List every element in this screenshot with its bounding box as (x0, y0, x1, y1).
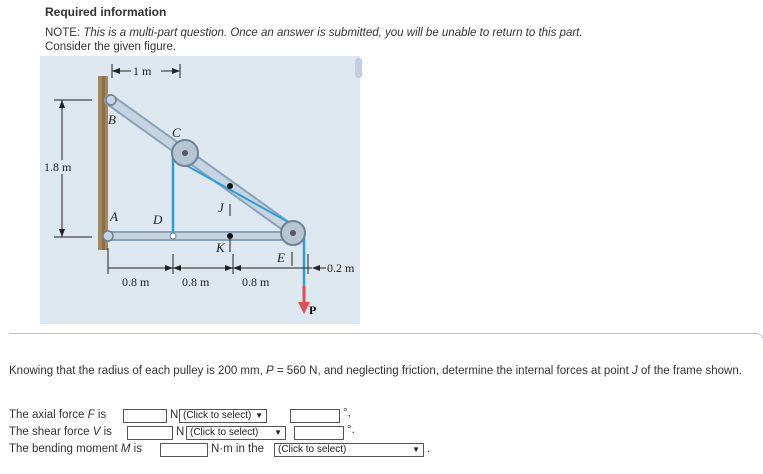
chevron-down-icon: ▼ (274, 428, 282, 437)
dimension-0-8-second: 0.8 m (182, 275, 210, 289)
pin-a (103, 231, 113, 241)
label-e: E (277, 250, 285, 265)
dimension-0-2: 0.2 m (327, 261, 355, 275)
shear-direction-select[interactable]: (Click to select) ▼ (186, 426, 286, 440)
shear-degree-symbol: °. (347, 424, 355, 436)
question-text: Knowing that the radius of each pulley is 200 mm, P = 560 N, and neglecting friction, determine the internal forces at point J of the frame shown. (9, 365, 742, 377)
note-prefix: NOTE: (45, 27, 81, 39)
pin-d (170, 233, 176, 239)
bending-direction-select[interactable]: (Click to select) ▼ (274, 443, 424, 457)
point-j (227, 183, 233, 189)
label-j: J (218, 200, 224, 215)
label-a: A (110, 209, 118, 224)
top-dimension-label: 1 m (133, 64, 152, 78)
axial-force-unit: N (170, 409, 179, 421)
axial-degree-symbol: °, (343, 407, 351, 419)
consider-figure-text: Consider the given figure. (45, 41, 177, 53)
shear-force-unit: N (176, 426, 185, 438)
frame-figure (40, 56, 360, 324)
bending-moment-label: The bending moment M is (9, 443, 142, 455)
shear-force-label: The shear force V is (9, 426, 112, 438)
label-c: C (172, 125, 181, 140)
pin-b (106, 95, 116, 105)
shear-angle-input[interactable] (294, 426, 344, 440)
axial-direction-select[interactable]: (Click to select) ▼ (179, 409, 267, 423)
bending-moment-unit: N·m in the (211, 443, 265, 455)
axial-force-input[interactable] (123, 409, 167, 423)
label-p: P (309, 303, 317, 317)
chevron-down-icon: ▼ (412, 445, 420, 454)
shear-force-input[interactable] (127, 426, 173, 440)
label-k: K (216, 240, 225, 255)
bending-moment-input[interactable] (160, 443, 208, 457)
required-information-heading: Required information (45, 5, 167, 19)
dimension-0-8-third: 0.8 m (242, 275, 270, 289)
bending-period: . (427, 443, 431, 455)
chevron-down-icon: ▼ (255, 411, 263, 420)
left-dimension-label: 1.8 m (44, 160, 72, 174)
axial-angle-input[interactable] (290, 409, 340, 423)
axial-force-label: The axial force F is (9, 409, 107, 421)
label-d: D (153, 212, 163, 227)
section-divider (9, 333, 763, 348)
dimension-0-8-first: 0.8 m (122, 275, 150, 289)
note-body: This is a multi-part question. Once an answer is submitted, you will be unable to return to this part. (83, 27, 583, 39)
figure-scroll-handle (355, 58, 362, 78)
note-text (45, 27, 583, 39)
label-b: B (108, 112, 116, 127)
